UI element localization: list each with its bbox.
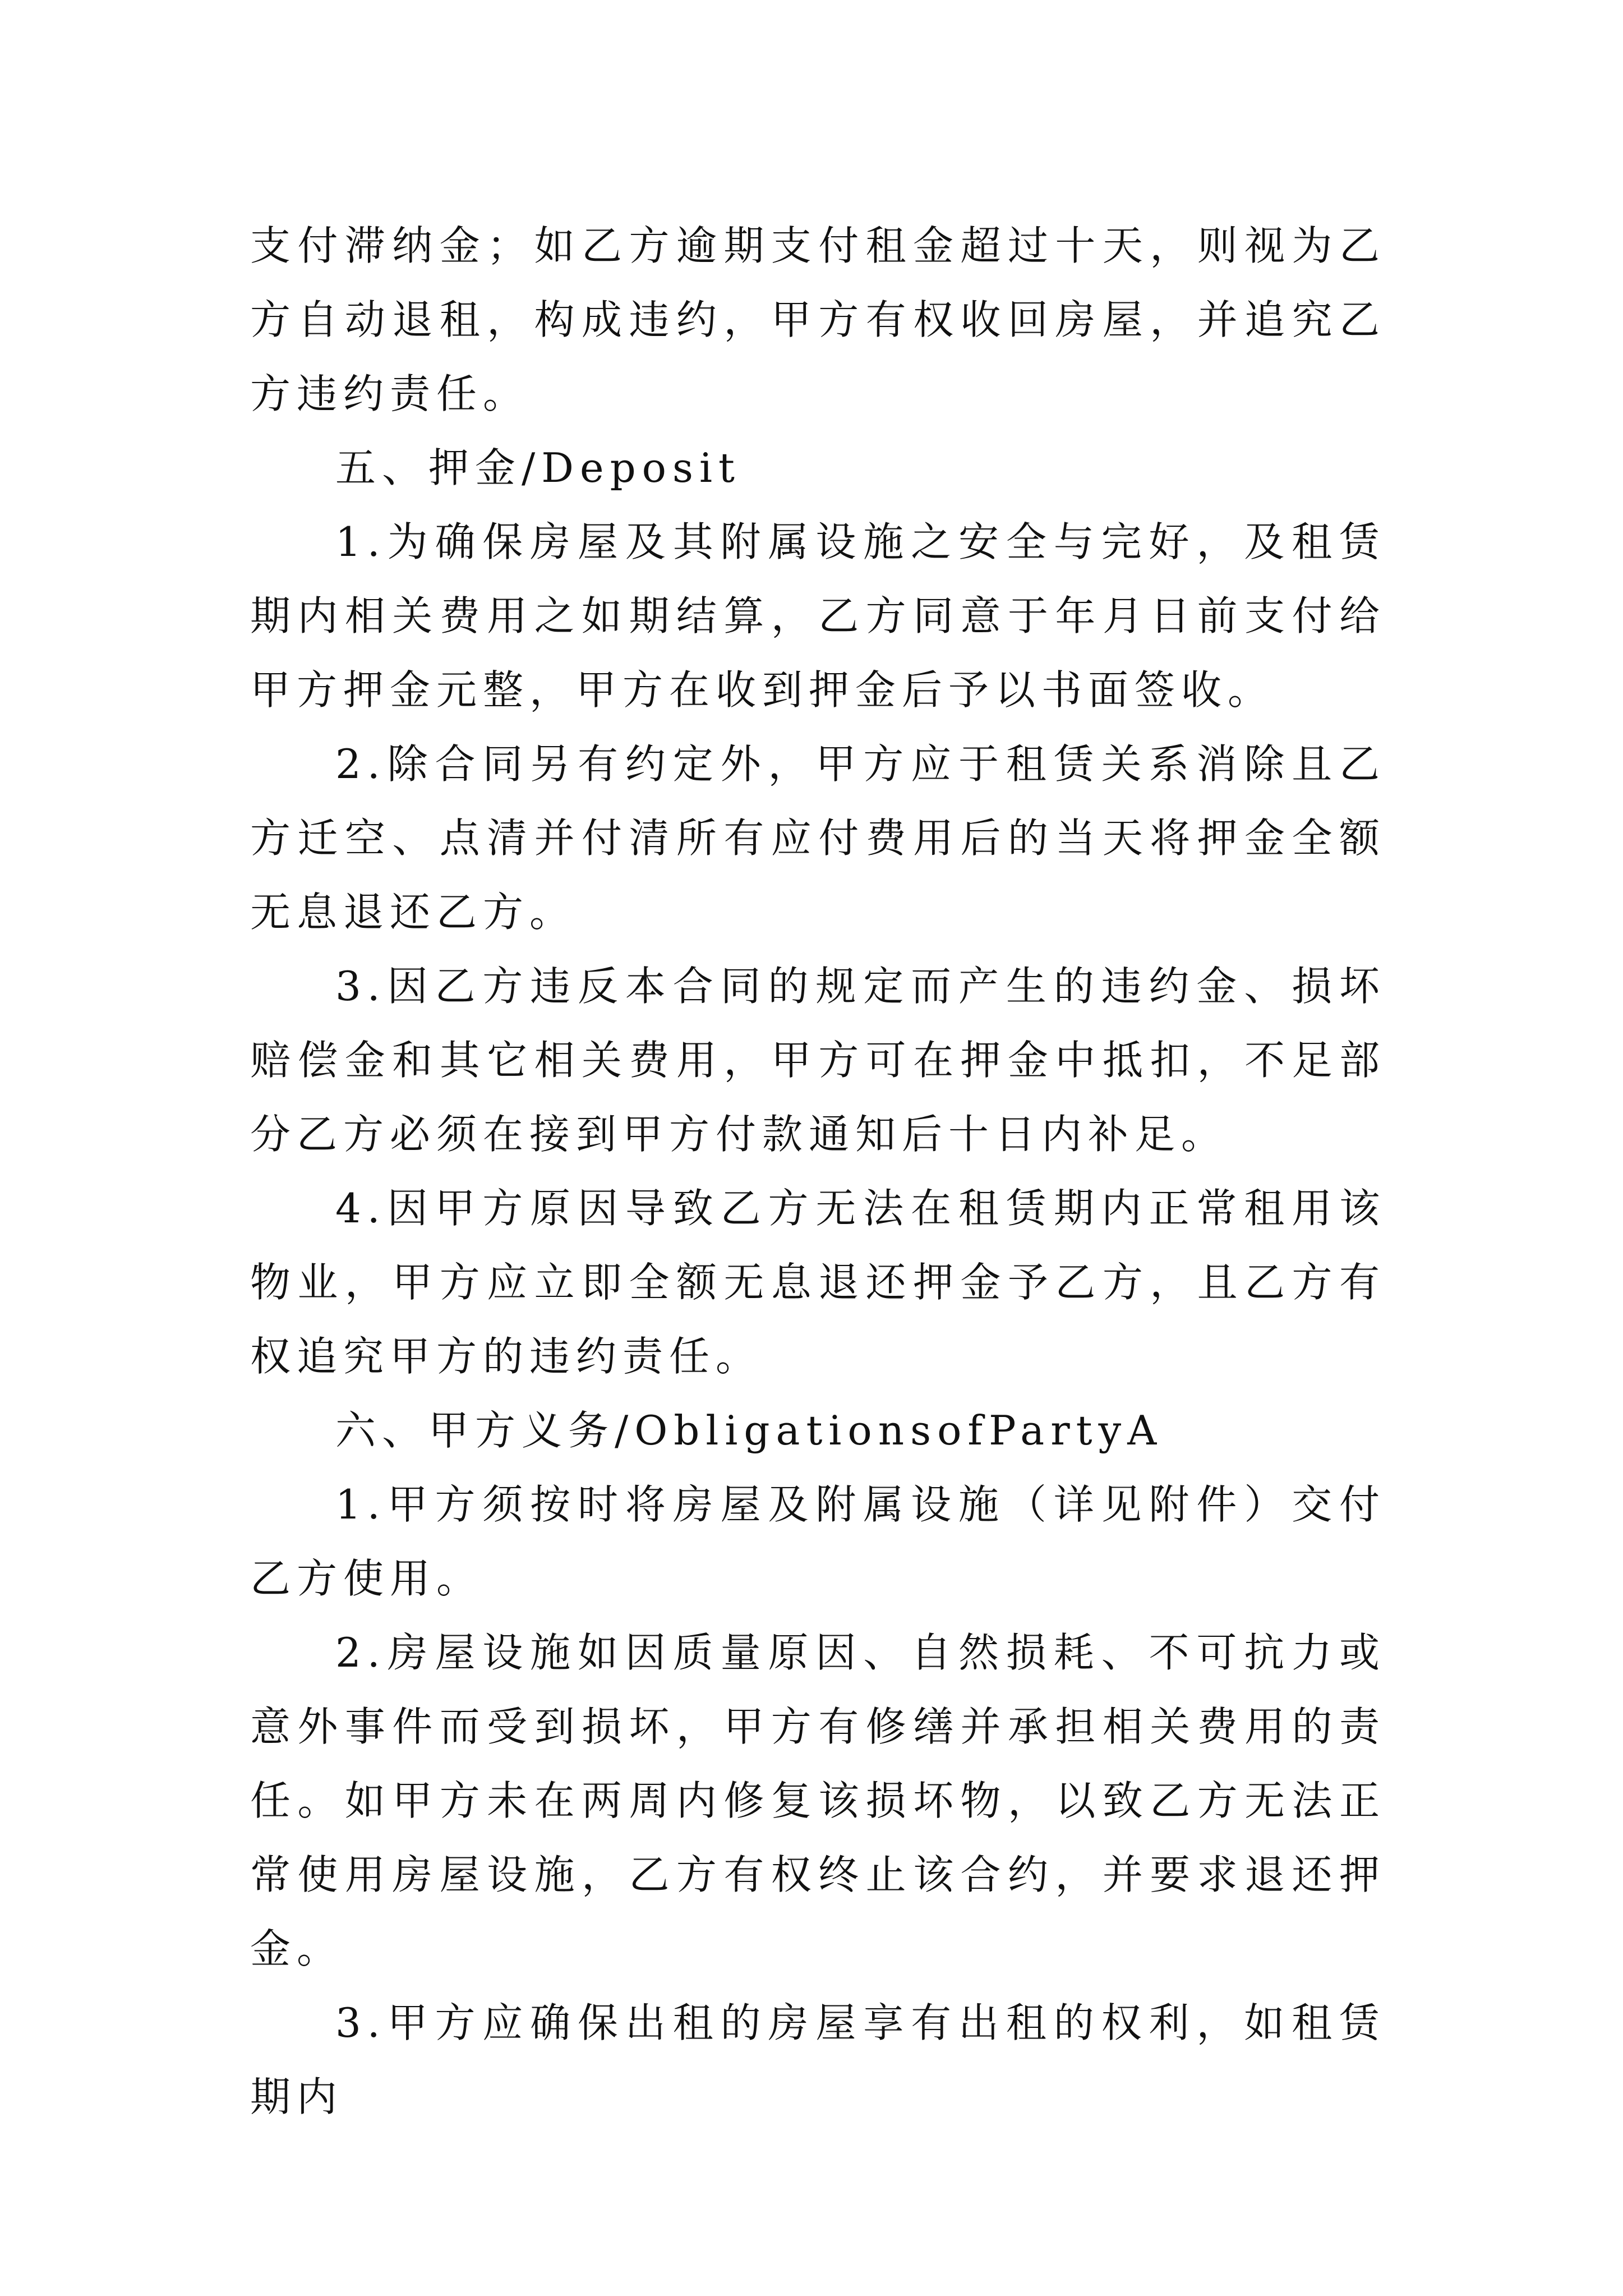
document-body [250, 209, 1386, 2134]
paragraph-deposit-3: 3.因乙方违反本合同的规定而产生的违约金、损坏赔偿金和其它相关费用，甲方可在押金中抵扣，不足部分乙方必须在接到甲方付款通知后十日内补足。 [250, 963, 1386, 1158]
paragraph-deposit-1: 1.为确保房屋及其附属设施之安全与完好，及租赁期内相关费用之如期结算，乙方同意于年月日前支付给甲方押金元整，甲方在收到押金后予以书面签收。 [250, 518, 1386, 714]
paragraph-deposit-2: 2.除合同另有约定外，甲方应于租赁关系消除且乙方迁空、点清并付清所有应付费用后的当天将押金全额无息退还乙方。 [250, 740, 1386, 936]
paragraph-late-fee: 支付滞纳金；如乙方逾期支付租金超过十天，则视为乙方自动退租，构成违约，甲方有权收回房屋，并追究乙方违约责任。 [250, 222, 1386, 417]
paragraph-deposit-4: 4.因甲方原因导致乙方无法在租赁期内正常租用该物业，甲方应立即全额无息退还押金予乙方，且乙方有权追究甲方的违约责任。 [250, 1185, 1386, 1380]
paragraph-obligation-1: 1.甲方须按时将房屋及附属设施（详见附件）交付乙方使用。 [250, 1481, 1386, 1602]
paragraph-obligation-3: 3.甲方应确保出租的房屋享有出租的权利，如租赁期内 [250, 1999, 1386, 2120]
section-heading-deposit: 五、押金/Deposit [335, 444, 741, 491]
paragraph-obligation-2: 2.房屋设施如因质量原因、自然损耗、不可抗力或意外事件而受到损坏，甲方有修缮并承担相关费用的责任。如甲方未在两周内修复该损坏物，以致乙方无法正常使用房屋设施，乙方有权终止该合约，并要求退还押金。 [250, 1629, 1386, 1972]
section-heading-obligations-party-a: 六、甲方义务/ObligationsofPartyA [335, 1407, 1163, 1454]
